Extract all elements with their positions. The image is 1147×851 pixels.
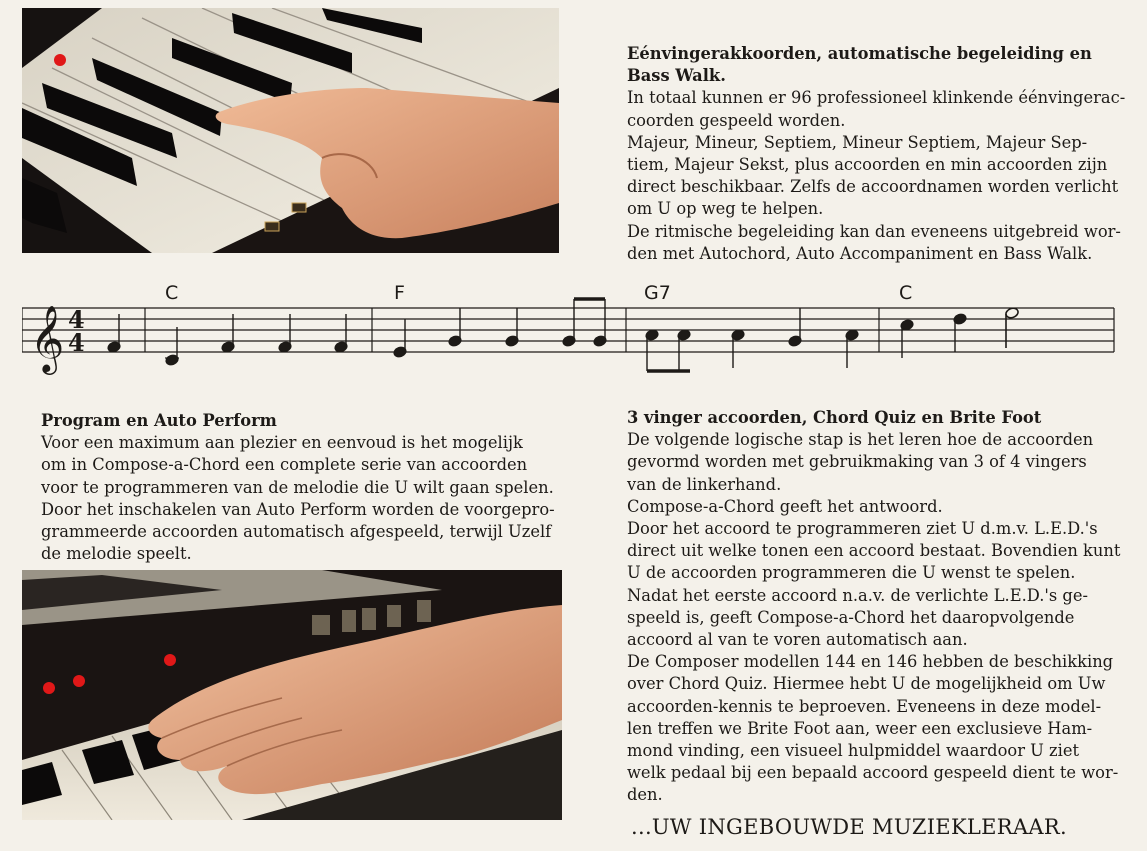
time-signature-top: 4 xyxy=(68,305,85,334)
chord-label: C xyxy=(899,282,913,304)
text-line: coorden gespeeld worden. xyxy=(627,110,846,130)
led-indicator xyxy=(164,654,176,666)
text-line: Door het accoord te programmeren ziet U d.m.v. L.E.D.'s xyxy=(627,519,1098,539)
text-line: om in Compose-a-Chord een complete serie van accoorden xyxy=(41,455,528,475)
chord-label: G7 xyxy=(644,282,671,304)
text-line: de melodie speelt. xyxy=(41,544,192,564)
text-line: welk pedaal bij een bepaald accoord gespeeld dient te wor- xyxy=(627,763,1119,783)
text-line: In totaal kunnen er 96 professioneel klinkende éénvingerac- xyxy=(627,88,1126,108)
text-line: tiem, Majeur Sekst, plus accoorden en min accoorden zijn xyxy=(627,155,1108,175)
section-heading: Eénvingerakkoorden, automatische begeleiding en Bass Walk. xyxy=(627,44,1092,86)
section-three-finger-chords xyxy=(627,407,1132,807)
section-heading: 3 vinger accoorden, Chord Quiz en Brite Foot xyxy=(627,408,1042,427)
text-line: Majeur, Mineur, Septiem, Mineur Septiem, Majeur Sep- xyxy=(627,132,1088,152)
led-indicator xyxy=(43,682,55,694)
text-line: Nadat het eerste accoord n.a.v. de verlichte L.E.D.'s ge- xyxy=(627,585,1088,605)
led-indicator xyxy=(54,54,66,66)
photo-three-finger-chord xyxy=(22,570,562,820)
section-program-auto-perform xyxy=(41,410,566,565)
text-line: accoord al van te voren automatisch aan. xyxy=(627,630,968,650)
text-line: speeld is, geeft Compose-a-Chord het daaropvolgende xyxy=(627,607,1075,627)
led-indicator xyxy=(73,675,85,687)
text-line: gevormd worden met gebruikmaking van 3 of 4 vingers xyxy=(627,452,1087,472)
text-line: De ritmische begeleiding kan dan eveneens uitgebreid wor- xyxy=(627,221,1121,241)
staff-notation xyxy=(22,280,1117,380)
photo-one-finger-chord xyxy=(22,8,559,253)
text-line: Door het inschakelen van Auto Perform worden de voorgepro- xyxy=(41,499,555,519)
keyboard-hand-illustration xyxy=(22,570,562,820)
text-line: direct beschikbaar. Zelfs de accoordnamen worden verlicht xyxy=(627,177,1119,197)
text-line: De volgende logische stap is het leren hoe de accoorden xyxy=(627,430,1094,450)
text-line: len treffen we Brite Foot aan, weer een exclusieve Ham- xyxy=(627,718,1093,738)
text-line: direct uit welke tonen een accoord bestaat. Bovendien kunt xyxy=(627,541,1121,561)
music-staff xyxy=(22,280,1117,380)
text-line: den. xyxy=(627,785,663,805)
section-one-finger-chords xyxy=(627,43,1132,265)
text-line: mond vinding, een visueel hulpmiddel waardoor U ziet xyxy=(627,741,1080,761)
text-line: voor te programmeren van de melodie die U wilt gaan spelen. xyxy=(41,477,554,497)
text-line: U de accoorden programmeren die U wenst te spelen. xyxy=(627,563,1076,583)
text-line: grammeerde accoorden automatisch afgespeeld, terwijl Uzelf xyxy=(41,522,552,542)
chord-label: F xyxy=(394,282,405,304)
text-line: Voor een maximum aan plezier en eenvoud is het mogelijk xyxy=(41,433,523,453)
section-heading: Program en Auto Perform xyxy=(41,411,277,430)
text-line: Compose-a-Chord geeft het antwoord. xyxy=(627,496,943,516)
text-line: over Chord Quiz. Hiermee hebt U de mogelijkheid om Uw xyxy=(627,674,1106,694)
text-line: De Composer modellen 144 en 146 hebben de beschikking xyxy=(627,652,1114,672)
text-line: accoorden-kennis te beproeven. Eveneens in deze model- xyxy=(627,696,1102,716)
tagline: ...UW INGEBOUWDE MUZIEKLERAAR. xyxy=(631,815,1067,839)
treble-clef-icon: 𝄞 xyxy=(30,304,65,372)
chord-label: C xyxy=(165,282,179,304)
keyboard-hand-illustration xyxy=(22,8,559,253)
text-line: den met Autochord, Auto Accompaniment en Bass Walk. xyxy=(627,243,1093,263)
text-line: om U op weg te helpen. xyxy=(627,199,824,219)
text-line: van de linkerhand. xyxy=(627,474,782,494)
time-signature-bottom: 4 xyxy=(68,328,85,357)
